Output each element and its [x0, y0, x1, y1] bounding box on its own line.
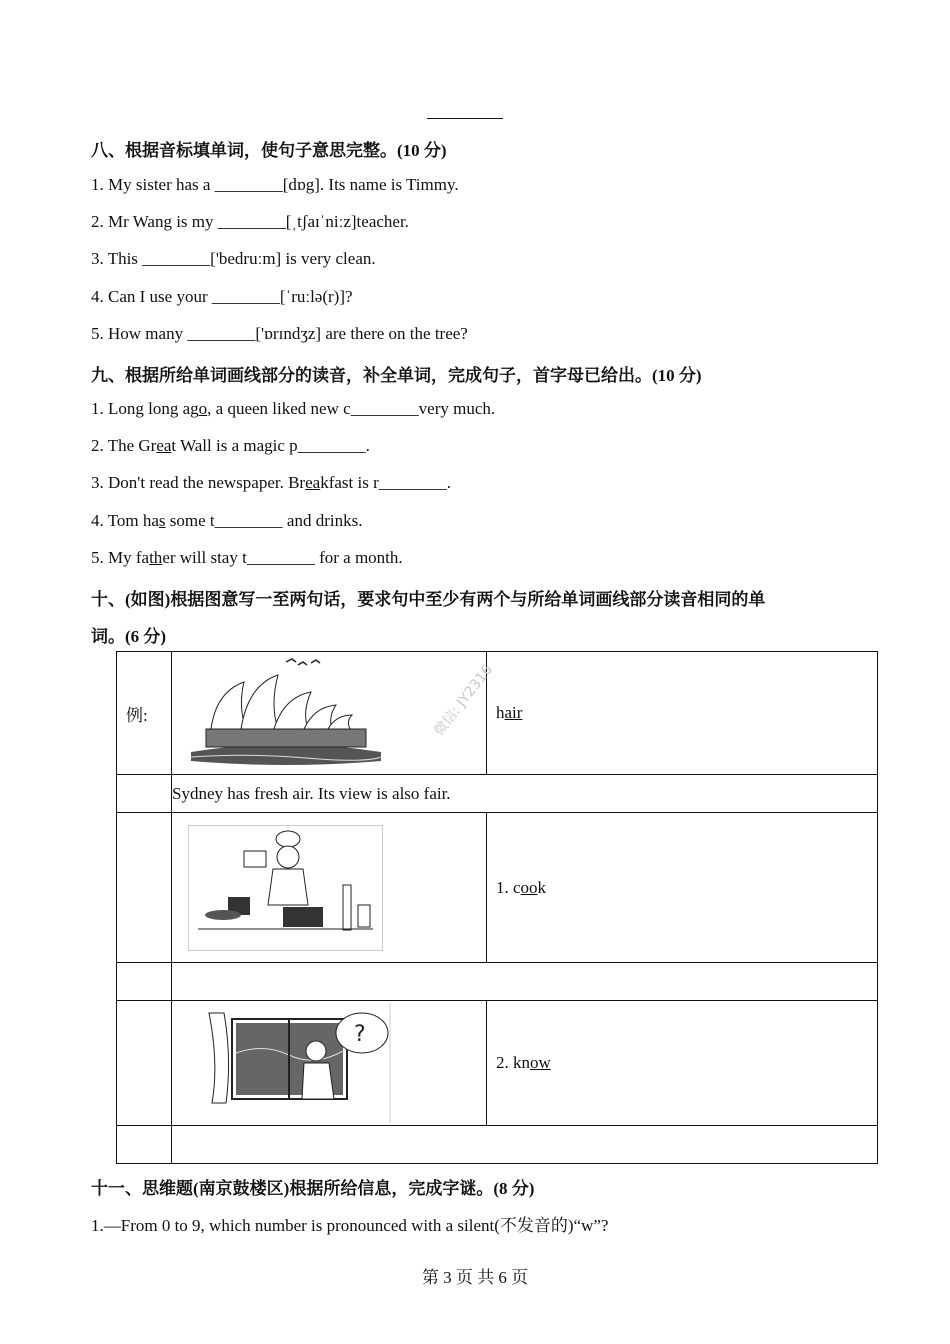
s8-item-5: 5. How many ________['ɒrɪndʒz] are there on the tree?	[91, 324, 468, 343]
answer-line	[427, 118, 503, 119]
page-footer: 第 3 页 共 6 页	[421, 1268, 529, 1287]
picture-writing-table	[116, 651, 878, 1164]
question-1-word: 1. cook	[487, 813, 878, 963]
s11-question-1: 1.—From 0 to 9, which number is pronounced with a silent(不发音的)“w”?	[91, 1216, 609, 1235]
boy-at-window-image	[204, 1003, 424, 1123]
section-11-title: 十一、思维题(南京鼓楼区)根据所给信息，完成字谜。(8 分)	[91, 1179, 535, 1198]
section-10-title-line1: 十、(如图)根据图意写一至两句话，要求句中至少有两个与所给单词画线部分读音相同的单	[91, 590, 766, 609]
question-2-word: 2. know	[487, 1001, 878, 1126]
answer-row-1[interactable]	[172, 963, 878, 1001]
section-8-title: 八、根据音标填单词，使句子意思完整。(10 分)	[91, 141, 447, 160]
window-picture-cell	[172, 1001, 487, 1126]
example-label: 例:	[117, 652, 172, 775]
section-10-title-line2: 词。(6 分)	[91, 627, 167, 646]
answer-row-2[interactable]	[172, 1126, 878, 1164]
s8-item-3: 3. This ________['bedruːm] is very clean.	[91, 249, 376, 268]
s9-item-4: 4. Tom has some t________ and drinks.	[91, 511, 363, 530]
s8-item-2: 2. Mr Wang is my ________[ˌtʃaɪˈniːz]teacher.	[91, 212, 409, 231]
s8-item-4: 4. Can I use your ________[ˈruːlə(r)]?	[91, 287, 353, 306]
chef-cooking-image	[188, 825, 383, 951]
section-9-title: 九、根据所给单词画线部分的读音，补全单词，完成句子，首字母已给出。(10 分)	[91, 366, 702, 385]
s9-item-2: 2. The Great Wall is a magic p________.	[91, 436, 370, 455]
s8-item-1: 1. My sister has a ________[dɒg]. Its name is Timmy.	[91, 175, 459, 194]
example-word: hair	[487, 652, 878, 775]
s9-item-3: 3. Don't read the newspaper. Breakfast is r________.	[91, 473, 451, 492]
sydney-opera-house-image	[186, 657, 386, 769]
s9-item-1: 1. Long long ago, a queen liked new c________very much.	[91, 399, 496, 418]
s9-item-5: 5. My father will stay t________ for a month.	[91, 548, 403, 567]
example-sentence: Sydney has fresh air. Its view is also fair.	[172, 775, 878, 813]
chef-picture-cell	[172, 813, 487, 963]
svg-text:?: ?	[354, 1022, 366, 1047]
watermark: 微信: JY2316	[430, 662, 497, 740]
